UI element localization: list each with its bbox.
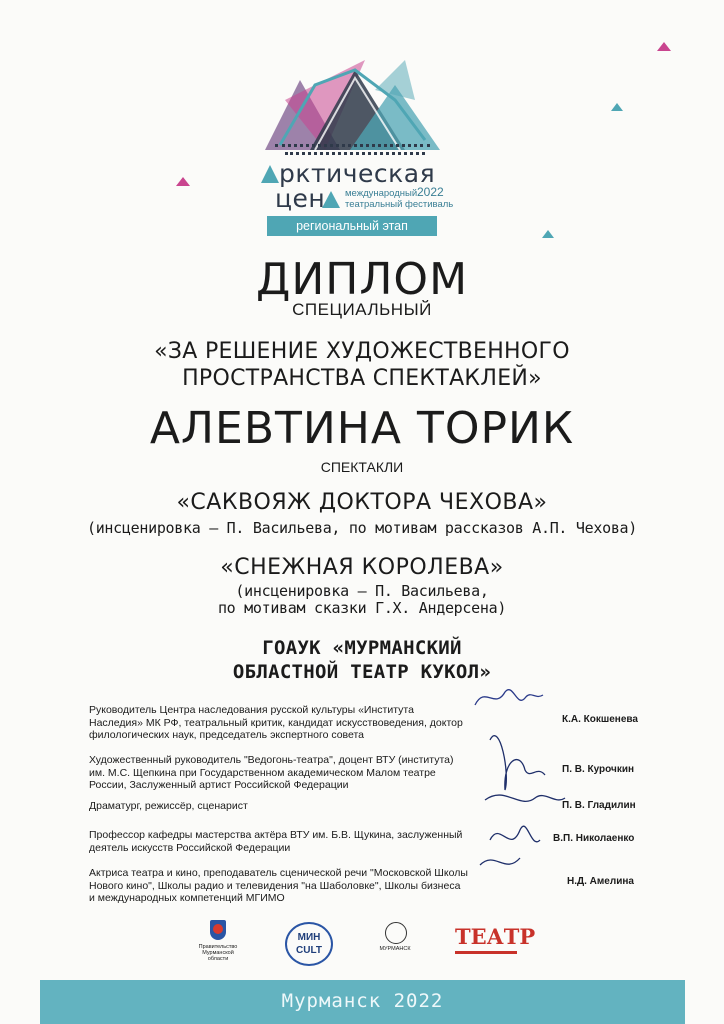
- signatures: [465, 680, 585, 880]
- award-line1: «ЗА РЕШЕНИЕ ХУДОЖЕСТВЕННОГО: [154, 339, 570, 364]
- logo-title-line2: цен: [275, 184, 326, 213]
- decor-triangle: [657, 42, 671, 51]
- jury-name-3: П. В. Гладилин: [562, 800, 636, 811]
- coat-of-arms-icon: [210, 920, 226, 940]
- jury-name-1: К.А. Кокшенева: [562, 714, 638, 725]
- teatr-logo: [455, 924, 536, 959]
- org-line2: ОБЛАСТНОЙ ТЕАТР КУКОЛ»: [232, 661, 492, 683]
- murmansk-label: МУРМАНСК: [379, 946, 411, 952]
- recipient-name: АЛЕВТИНА ТОРИК: [149, 403, 575, 454]
- decor-triangle: [542, 230, 554, 238]
- decor-triangle: [611, 103, 623, 111]
- jury-name-4: В.П. Николаенко: [553, 833, 635, 844]
- gov-label: Правительство Мурманской области: [198, 944, 238, 962]
- org-line1: ГОАУК «МУРМАНСКИЙ: [262, 637, 462, 659]
- logo-title-line1: рктическая: [279, 159, 436, 188]
- regional-stage-badge: региональный этап: [267, 216, 437, 236]
- jury-name-2: П. В. Курочкин: [562, 764, 635, 775]
- jury-desc-1: Руководитель Центра наследования русской культуры «Института Наследия» МК РФ, театральный критик, кандидат искусствоведения, доктор филологических наук, председатель экспертного совета: [89, 704, 463, 741]
- jury-desc-4: Профессор кафедры мастерства актёра ВТУ им. Б.В. Щукина, заслуженный деятель искусств Российской Федерации: [89, 829, 463, 854]
- play2-title: «СНЕЖНАЯ КОРОЛЕВА»: [220, 555, 504, 580]
- play2-note-line2: по мотивам сказки Г.Х. Андерсена): [217, 599, 507, 617]
- logo-year: 2022: [417, 185, 444, 199]
- footer-city-year: Мурманск 2022: [281, 990, 444, 1012]
- logo-waves: [275, 140, 435, 160]
- decor-triangle: [176, 177, 190, 186]
- logo-a-triangle: [322, 191, 340, 208]
- diploma-title: ДИПЛОМ: [255, 254, 469, 305]
- award-line2: ПРОСТРАНСТВА СПЕКТАКЛЕЙ»: [182, 366, 542, 391]
- mincult-logo: [285, 922, 333, 966]
- play1-note: (инсценировка – П. Васильева, по мотивам рассказов А.П. Чехова): [86, 519, 638, 537]
- diploma-subtitle: СПЕЦИАЛЬНЫЙ: [292, 300, 432, 319]
- footer-bar: [40, 980, 685, 1024]
- emblem-icon: [385, 922, 407, 944]
- organization-name: [0, 636, 724, 684]
- mincult-text: МИН CULT: [296, 932, 322, 956]
- award-title: [0, 338, 724, 392]
- murmansk-logo: [377, 922, 413, 966]
- jury-desc-2: Художественный руководитель "Ведогонь-театра", доцент ВТУ (института) им. М.С. Щепкина при Государственном академическом Малом театре России, Заслуженный артист Российской Федерации: [89, 754, 454, 791]
- teatr-text: ТЕАТР: [455, 924, 536, 949]
- gov-murmansk-logo: [198, 920, 238, 966]
- play2-note-line1: (инсценировка – П. Васильева,: [235, 582, 489, 600]
- jury-desc-3: Драматург, режиссёр, сценарист: [89, 800, 248, 812]
- plays-label: СПЕКТАКЛИ: [320, 459, 404, 475]
- play1-title: «САКВОЯЖ ДОКТОРА ЧЕХОВА»: [176, 490, 548, 515]
- logo-sub-line1: международный: [345, 188, 418, 199]
- logo-sub-line2: театральный фестиваль: [345, 199, 454, 210]
- jury-name-5: Н.Д. Амелина: [567, 876, 634, 887]
- logo-a-triangle: [261, 165, 279, 183]
- festival-logo: [255, 40, 455, 245]
- jury-desc-5: Актриса театра и кино, преподаватель сценической речи "Московской Школы Нового кино", Школы радио и телевидения "на Шаболовке", Школы бизнеса и международных компетенций МГИМО: [89, 867, 468, 904]
